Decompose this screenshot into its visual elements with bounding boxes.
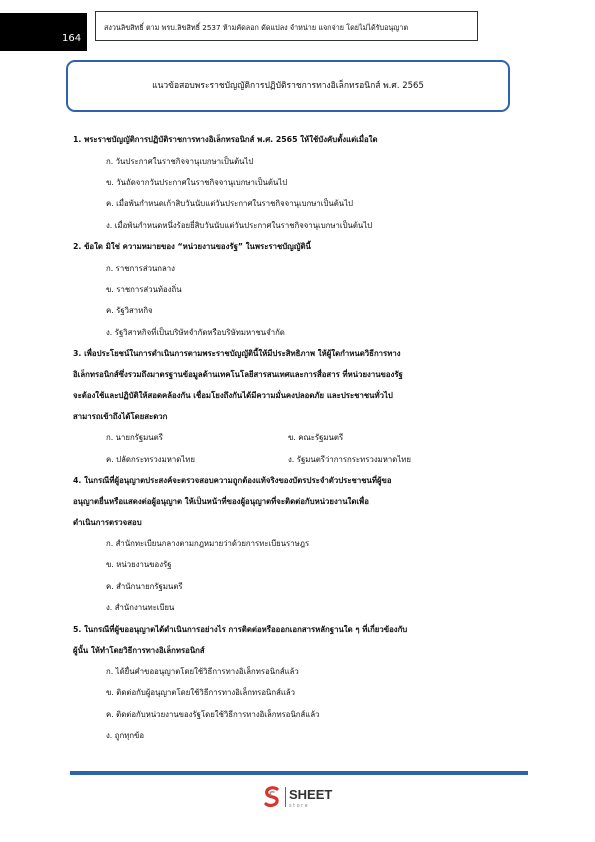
- question-text-line: ผู้นั้น ให้ทำโดยวิธีการทางอิเล็กทรอนิกส์: [73, 645, 205, 655]
- copyright-notice: สงวนลิขสิทธิ์ ตาม พรบ.ลิขสิทธิ์ 2537 ห้ามคัดลอก ดัดแปลง จำหน่าย แจกจ่าย โดยไม่ได้รับอนุญาต: [95, 11, 478, 41]
- question-text: 1. พระราชบัญญัติการปฏิบัติราชการทางอิเล็กทรอนิกส์ พ.ศ. 2565 ให้ใช้บังคับตั้งแต่เมื่อใด: [73, 135, 378, 144]
- footer-divider: [70, 771, 528, 775]
- option-a: ก. นายกรัฐมนตรี: [106, 433, 163, 443]
- option-b: ข. ติดต่อกับผู้อนุญาตโดยใช้วิธีการทางอิเล็กทรอนิกส์แล้ว: [106, 688, 296, 698]
- question-text-line: สามารถเข้าถึงได้โดยสะดวก: [73, 412, 168, 422]
- option-c: ค. รัฐวิสาหกิจ: [106, 306, 153, 316]
- option-c: ค. ปลัดกระทรวงมหาดไทย: [106, 454, 195, 464]
- logo-separator: [285, 787, 286, 807]
- option-d: ง. รัฐมนตรีว่าการกระทรวงมหาดไทย: [288, 454, 411, 464]
- questions-list: [73, 129, 523, 746]
- option-b: ข. หน่วยงานของรัฐ: [106, 560, 172, 570]
- logo-subtext: store: [289, 803, 310, 809]
- page-number: 164: [0, 13, 87, 51]
- question-text-line: 3. เพื่อประโยชน์ในการดำเนินการตามพระราชบัญญัตินี้ให้มีประสิทธิภาพ ให้ผู้ใดกำหนดวิธีการทาง: [73, 349, 401, 359]
- question-5: [73, 619, 523, 747]
- option-d: ง. เมื่อพ้นกำหนดหนึ่งร้อยยี่สิบวันนับแต่วันประกาศในราชกิจจานุเบกษาเป็นต้นไป: [106, 220, 373, 230]
- option-b: ข. คณะรัฐมนตรี: [288, 433, 344, 443]
- question-text: 2. ข้อใด มิใช่ ความหมายของ “หน่วยงานของรัฐ” ในพระราชบัญญัตินี้: [73, 242, 311, 252]
- option-d: ง. สำนักงานทะเบียน: [106, 603, 175, 613]
- document-title: แนวข้อสอบพระราชบัญญัติการปฏิบัติราชการทางอิเล็กทรอนิกส์ พ.ศ. 2565: [152, 81, 424, 91]
- option-c: ค. เมื่อพ้นกำหนดเก้าสิบวันนับแต่วันประกาศในราชกิจจานุเบกษาเป็นต้นไป: [106, 199, 354, 209]
- sheet-s-icon: [262, 786, 282, 808]
- option-row: [73, 449, 523, 470]
- option-d: ง. รัฐวิสาหกิจที่เป็นบริษัทจำกัดหรือบริษัทมหาชนจำกัด: [106, 327, 285, 337]
- option-c: ค. สำนักนายกรัฐมนตรี: [106, 581, 183, 591]
- option-a: ก. วันประกาศในราชกิจจานุเบกษาเป็นต้นไป: [106, 156, 254, 166]
- option-a: ก. ได้ยื่นคำขออนุญาตโดยใช้วิธีการทางอิเล็กทรอนิกส์แล้ว: [106, 666, 299, 676]
- question-1: [73, 129, 523, 236]
- option-a: ก. สำนักทะเบียนกลางตามกฎหมายว่าด้วยการทะเบียนราษฎร: [106, 539, 310, 549]
- question-text-line: 4. ในกรณีที่ผู้อนุญาตประสงค์จะตรวจสอบความถูกต้องแท้จริงของบัตรประจำตัวประชาชนที่ผู้ขอ: [73, 476, 392, 486]
- option-b: ข. ราชการส่วนท้องถิ่น: [106, 285, 182, 295]
- option-d: ง. ถูกทุกข้อ: [106, 730, 145, 740]
- question-text-line: จะต้องใช้และปฏิบัติให้สอดคล้องกัน เชื่อมโยงถึงกันได้มีความมั่นคงปลอดภัย และประชาชนทั่วไป: [73, 391, 393, 401]
- option-c: ค. ติดต่อกับหน่วยงานของรัฐโดยใช้วิธีการทางอิเล็กทรอนิกส์แล้ว: [106, 709, 320, 719]
- question-2: [73, 236, 523, 343]
- question-4: [73, 470, 523, 619]
- question-text-line: อนุญาตยื่นหรือแสดงต่อผู้อนุญาต ให้เป็นหน้าที่ของผู้อนุญาตที่จะติดต่อกับหน่วยงานใดเพื่อ: [73, 497, 369, 507]
- sheet-store-logo: [262, 784, 332, 809]
- question-3: [73, 343, 523, 470]
- document-title-box: [66, 60, 510, 112]
- option-b: ข. วันถัดจากวันประกาศในราชกิจจานุเบกษาเป็นต้นไป: [106, 177, 288, 187]
- question-text-line: 5. ในกรณีที่ผู้ขออนุญาตได้ดำเนินการอย่างไร การติดต่อหรือออกเอกสารหลักฐานใด ๆ ที่เกี่ยวข้องกับ: [73, 624, 408, 634]
- option-row: [73, 427, 523, 448]
- logo-text: SHEET: [289, 787, 333, 802]
- option-a: ก. ราชการส่วนกลาง: [106, 263, 175, 273]
- question-text-line: ดำเนินการตรวจสอบ: [73, 518, 142, 528]
- question-text-line: อิเล็กทรอนิกส์ซึ่งรวมถึงมาตรฐานข้อมูลด้านเทคโนโลยีสารสนเทศและการสื่อสาร ที่หน่วยงานของรัฐ: [73, 370, 403, 380]
